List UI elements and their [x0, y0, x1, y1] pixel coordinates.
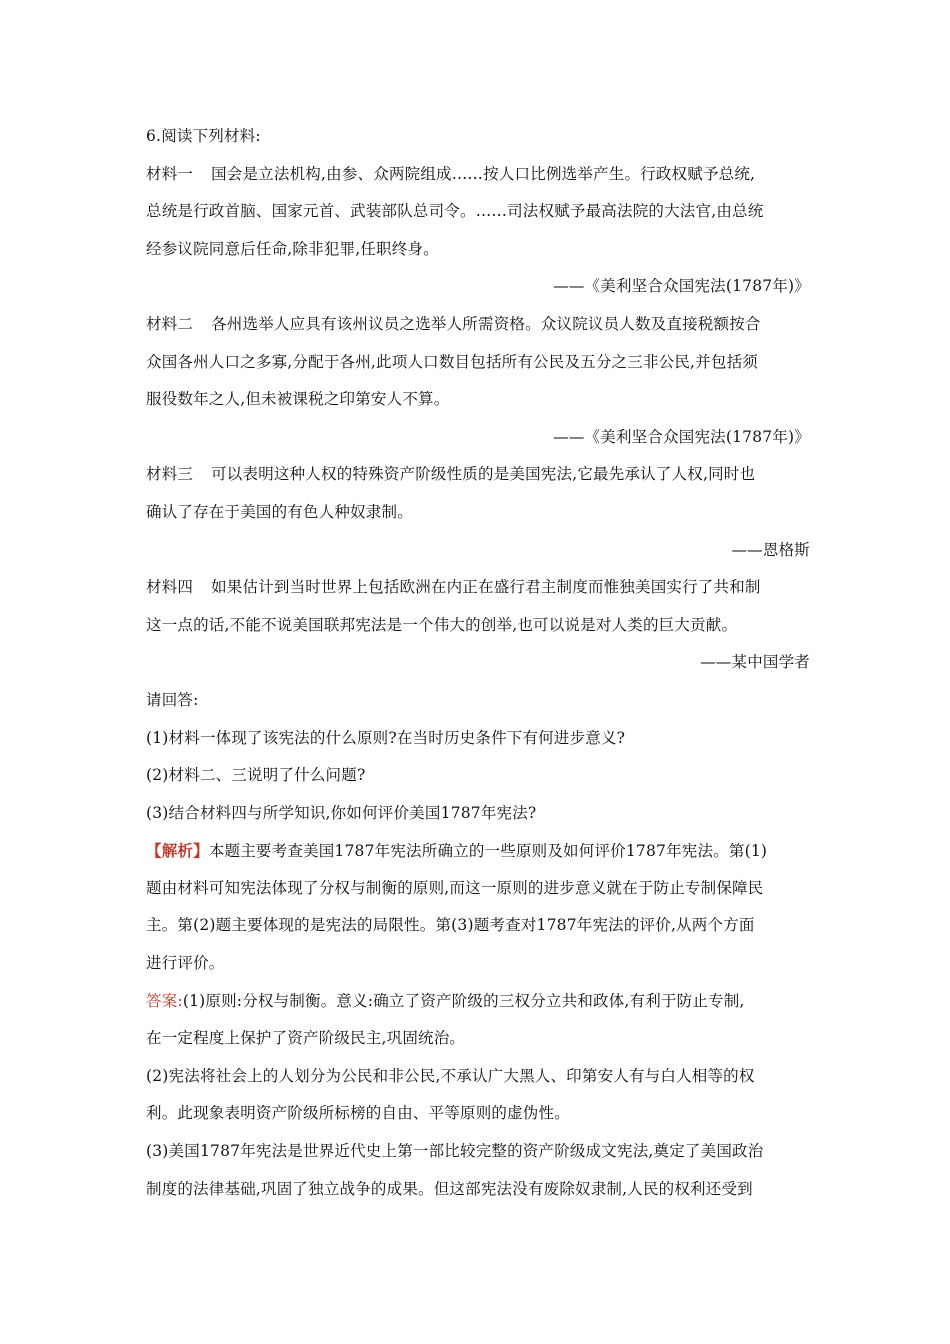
answer-3-line-1: (3)美国1787年宪法是世界近代史上第一部比较完整的资产阶级成文宪法,奠定了美国政治: [146, 1142, 764, 1161]
answer-1-line-1: [146, 983, 810, 1021]
sub-question-3: (3)结合材料四与所学知识,你如何评价美国1787年宪法?: [146, 803, 537, 822]
analysis-line-2: 题由材料可知宪法体现了分权与制衡的原则,而这一原则的进步意义就在于防止专制保障民: [146, 878, 764, 897]
answer-label: 答案:: [146, 991, 183, 1010]
material-4-label: 材料四: [146, 578, 194, 597]
analysis-line-4: 进行评价。: [146, 954, 225, 973]
answer-1-line-2: 在一定程度上保护了资产阶级民主,巩固统治。: [146, 1029, 466, 1048]
material-2-line-3: 服役数年之人,但未被课税之印第安人不算。: [146, 390, 450, 409]
analysis-line-3: 主。第(2)题主要体现的是宪法的局限性。第(3)题考查对1787年宪法的评价,从两个方面: [146, 916, 755, 935]
material-2-source: ——《美利坚合众国宪法(1787年)》: [553, 427, 810, 446]
material-4-source: ——某中国学者: [700, 653, 810, 672]
answer-3-line-2: 制度的法律基础,巩固了独立战争的成果。但这部宪法没有废除奴隶制,人民的权利还受到: [146, 1179, 753, 1198]
material-2-label: 材料二: [146, 314, 194, 333]
material-1-line-3: 经参议院同意后任命,除非犯罪,任职终身。: [146, 239, 439, 258]
question-title: 6.阅读下列材料:: [146, 127, 261, 145]
sub-question-2: (2)材料二、三说明了什么问题?: [146, 766, 366, 785]
answer-prompt: 请回答:: [146, 690, 199, 709]
material-1-text: 国会是立法机构,由参、众两院组成……按人口比例选举产生。行政权赋予总统,: [211, 164, 756, 183]
material-1-source: ——《美利坚合众国宪法(1787年)》: [553, 277, 810, 296]
material-3-source: ——恩格斯: [731, 540, 810, 559]
answer-1-text: (1)原则:分权与制衡。意义:确立了资产阶级的三权分立共和政体,有利于防止专制,: [182, 991, 745, 1010]
material-1-line-1: [146, 156, 810, 194]
material-4-text: 如果估计到当时世界上包括欧洲在内正在盛行君主制度而惟独美国实行了共和制: [211, 578, 761, 597]
material-3-line-1: [146, 456, 810, 494]
material-4-line-2: 这一点的话,不能不说美国联邦宪法是一个伟大的创举,也可以说是对人类的巨大贡献。: [146, 615, 738, 634]
material-1-label: 材料一: [146, 164, 194, 183]
material-2-line-2: 众国各州人口之多寡,分配于各州,此项人口数目包括所有公民及五分之三非公民,并包括须: [146, 352, 758, 371]
sub-question-1: (1)材料一体现了该宪法的什么原则?在当时历史条件下有何进步意义?: [146, 728, 626, 747]
material-3-label: 材料三: [146, 465, 194, 484]
analysis-label: 【解析】: [146, 841, 209, 861]
analysis-line-1: [146, 832, 810, 870]
material-3-text: 可以表明这种人权的特殊资产阶级性质的是美国宪法,它最先承认了人权,同时也: [211, 465, 756, 484]
material-1-line-2: 总统是行政首脑、国家元首、武装部队总司令。……司法权赋予最高法院的大法官,由总统: [146, 202, 764, 221]
material-4-line-1: [146, 569, 810, 607]
analysis-text: 本题主要考查美国1787年宪法所确立的一些原则及如何评价1787年宪法。第(1): [208, 842, 768, 861]
document-page: [146, 118, 810, 1208]
material-2-line-1: [146, 306, 810, 344]
material-3-line-2: 确认了存在于美国的有色人种奴隶制。: [146, 502, 413, 521]
material-2-text: 各州选举人应具有该州议员之选举人所需资格。众议院议员人数及直接税额按合: [211, 314, 761, 333]
answer-2-line-2: 利。此现象表明资产阶级所标榜的自由、平等原则的虚伪性。: [146, 1104, 570, 1123]
answer-2-line-1: (2)宪法将社会上的人划分为公民和非公民,不承认广大黑人、印第安人有与白人相等的权: [146, 1066, 755, 1085]
